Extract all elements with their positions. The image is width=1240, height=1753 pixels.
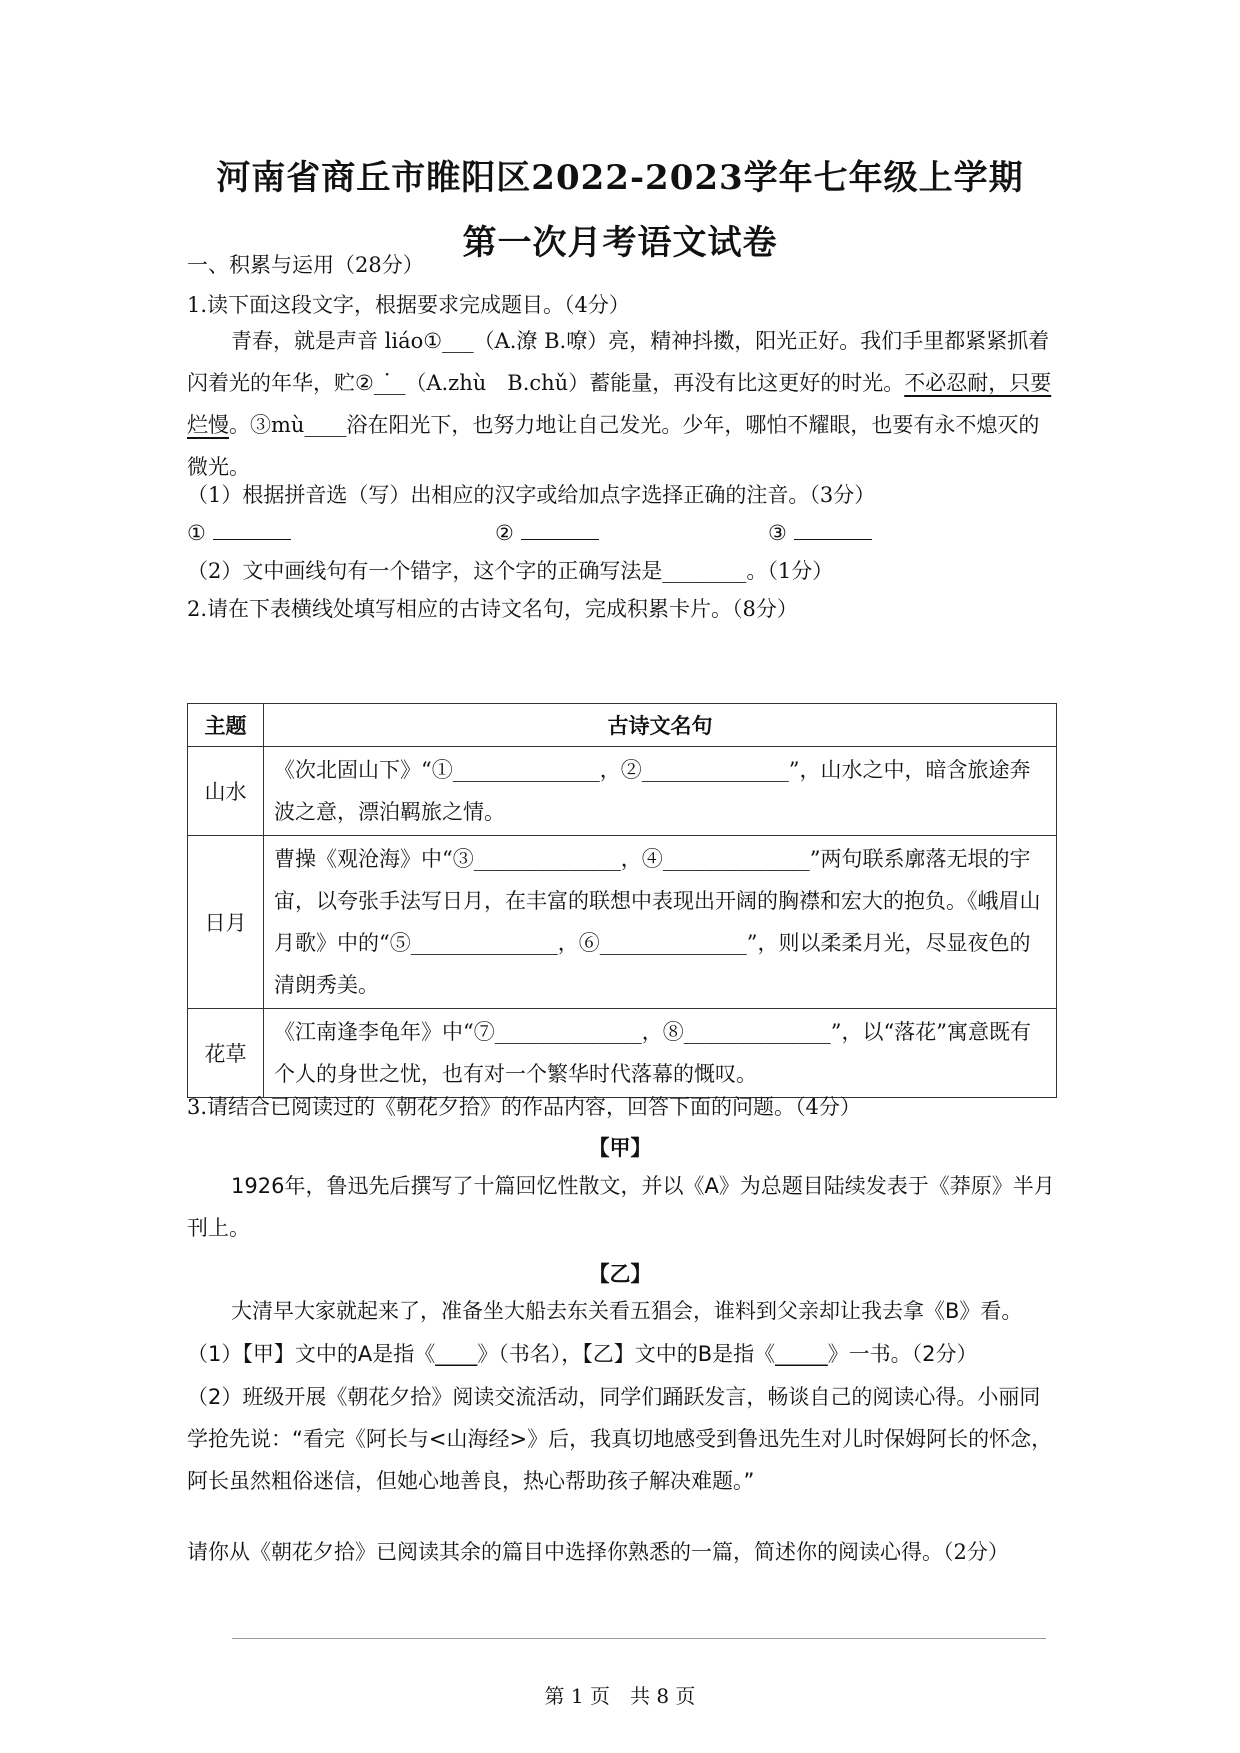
question-3-sub2: （2）班级开展《朝花夕拾》阅读交流活动，同学们踊跃发言，畅谈自己的阅读心得。小丽同学抢先说：“看完《阿长与<山海经>》后，我真切地感受到鲁迅先生对儿时保姆阿长的怀念，阿长虽然粗俗迷信，但她心地善良，热心帮助孩子解决难题。” <box>187 1385 1053 1493</box>
blank-3-line[interactable] <box>794 519 872 540</box>
blank-1-line[interactable] <box>213 519 291 540</box>
question-1-sub2: （2）文中画线句有一个错字，这个字的正确写法是________。（1分） <box>187 559 834 583</box>
row-topic: 日月 <box>188 836 264 1009</box>
poetry-card-table <box>187 703 1057 1098</box>
row-topic: 花草 <box>188 1009 264 1098</box>
row-verse[interactable]: 曹操《观沧海》中“③______________，④______________”两句联系廓落无垠的宇宙，以夸张手法写日月，在丰富的联想中表现出开阔的胸襟和宏大的抱负。《峨眉山月歌》中的“⑤______________，⑥______________”，则以柔柔月光，尽显夜色的清朗秀美。 <box>264 836 1057 1009</box>
section-heading: 一、积累与运用（28分） <box>187 253 424 277</box>
question-1-prompt: 1.读下面这段文字，根据要求完成题目。（4分） <box>187 293 630 317</box>
blank-2-line[interactable] <box>521 519 599 540</box>
passage-part-a: 青春，就是声音 liáo①___（A.潦 B.嘹）亮，精神抖擞，阳光正好。我们手里都紧紧抓着闪着光的年华， <box>187 329 1050 395</box>
row-verse[interactable]: 《次北固山下》“①______________，②______________”，山水之中，暗含旅途奔波之意，漂泊羁旅之情。 <box>264 747 1057 836</box>
answer-blank-2[interactable] <box>495 518 599 548</box>
blank-3-label: ③ <box>768 521 787 545</box>
jia-text: 1926年，鲁迅先后撰写了十篇回忆性散文，并以《A》为总题目陆续发表于《莽原》半月刊上。 <box>187 1174 1055 1240</box>
question-1-sub1: （1）根据拼音选（写）出相应的汉字或给加点字选择正确的注音。（3分） <box>187 483 876 507</box>
yi-label: 【乙】 <box>588 1261 652 1286</box>
footer-divider <box>232 1638 1046 1639</box>
table-header-row <box>188 704 1057 747</box>
underlined-sentence: 不必忍耐，只要烂慢 <box>187 371 1052 437</box>
blank-2-label: ② <box>495 521 514 545</box>
page-number: 第 1 页 共 8 页 <box>544 1684 696 1708</box>
col-verse-header: 古诗文名句 <box>264 704 1057 747</box>
question-3-task: 请你从《朝花夕拾》已阅读其余的篇目中选择你熟悉的一篇，简述你的阅读心得。（2分） <box>187 1540 1009 1564</box>
yi-text: 大清早大家就起来了，准备坐大船去东关看五猖会，谁料到父亲却让我去拿《B》看。 <box>231 1299 1023 1323</box>
question-3-prompt: 3.请结合已阅读过的《朝花夕拾》的作品内容，回答下面的问题。（4分） <box>187 1095 861 1119</box>
exam-title-line2: 第一次月考语文试卷 <box>462 223 778 263</box>
col-topic-header: 主题 <box>188 704 264 747</box>
question-3-sub1: （1）【甲】文中的A是指《____》（书名），【乙】文中的B是指《_____》一书。（2分） <box>187 1342 978 1366</box>
table-row <box>188 747 1057 836</box>
row-topic: 山水 <box>188 747 264 836</box>
answer-blank-3[interactable] <box>768 518 872 548</box>
answer-blank-1[interactable] <box>187 518 291 548</box>
question-1-passage <box>187 320 1057 488</box>
passage-part-c: 。③mù____浴在阳光下，也努力地让自己发光。少年，哪怕不耀眼，也要有永不熄灭的微光。 <box>187 413 1040 479</box>
row-verse[interactable]: 《江南逢李龟年》中“⑦______________，⑧______________”，以“落花”寓意既有个人的身世之忧，也有对一个繁华时代落幕的慨叹。 <box>264 1009 1057 1098</box>
blank-1-label: ① <box>187 521 206 545</box>
dotted-char: 贮 · <box>334 371 355 395</box>
passage-part-b: ②___（A.zhù B.chǔ）蓄能量，再没有比这更好的时光。 <box>355 371 905 395</box>
question-2-prompt: 2.请在下表横线处填写相应的古诗文名句，完成积累卡片。（8分） <box>187 597 798 621</box>
table-row <box>188 1009 1057 1098</box>
table-row <box>188 836 1057 1009</box>
jia-label: 【甲】 <box>588 1135 652 1160</box>
exam-title-line1: 河南省商丘市睢阳区2022-2023学年七年级上学期 <box>216 158 1024 198</box>
